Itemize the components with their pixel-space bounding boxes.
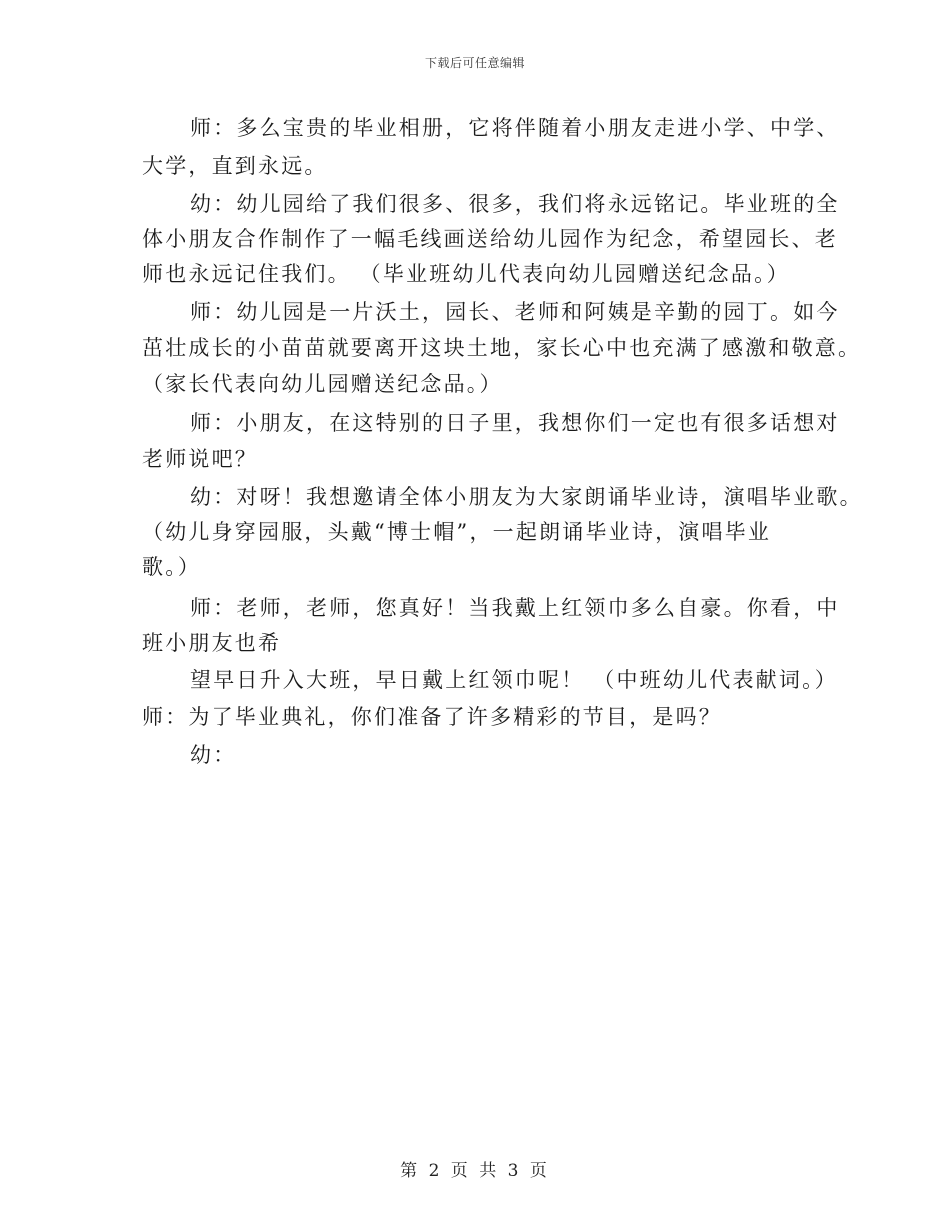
paragraph-line: 班小朋友也希: [142, 631, 282, 655]
paragraph-line: 茁壮成长的小苗苗就要离开这块土地，家长心中也充满了感激和敬意。: [142, 336, 862, 360]
paragraph-line: 大学，直到永远。: [142, 154, 328, 178]
paragraph-line: 师：为了毕业典礼，你们准备了许多精彩的节目，是吗？: [142, 705, 722, 729]
paragraph-line: 幼：对呀！我想邀请全体小朋友为大家朗诵毕业诗，演唱毕业歌。: [190, 485, 863, 509]
page-header: 下载后可任意编辑: [424, 56, 525, 70]
page-number-footer: 第 2 页 共 3 页: [400, 1161, 550, 1181]
paragraph-line: 师：多么宝贵的毕业相册，它将伴随着小朋友走进小学、中学、: [190, 116, 840, 140]
paragraph-line: 师：小朋友，在这特别的日子里，我想你们一定也有很多话想对: [190, 411, 840, 435]
paragraph-line: 歌。）: [142, 555, 202, 579]
paragraph-line: 师也永远记住我们。 （毕业班幼儿代表向幼儿园赠送纪念品。）: [142, 262, 790, 286]
paragraph-line: 体小朋友合作制作了一幅毛线画送给幼儿园作为纪念，希望园长、老: [142, 227, 838, 251]
paragraph-line: 师：老师，老师，您真好！当我戴上红领巾多么自豪。你看，中: [190, 596, 840, 620]
paragraph-line: 幼：: [190, 743, 237, 767]
paragraph-line: 老师说吧？: [142, 447, 258, 471]
paragraph-line: （幼儿身穿园服，头戴“博士帽”，一起朗诵毕业诗，演唱毕业: [142, 520, 772, 544]
paragraph-line: 幼：幼儿园给了我们很多、很多，我们将永远铭记。毕业班的全: [190, 192, 840, 216]
paragraph-line: 师：幼儿园是一片沃土，园长、老师和阿姨是辛勤的园丁。如今: [190, 300, 840, 324]
paragraph-line: 望早日升入大班，早日戴上红领巾呢！ （中班幼儿代表献词。）: [190, 668, 838, 692]
paragraph-line: （家长代表向幼儿园赠送纪念品。）: [142, 372, 503, 396]
